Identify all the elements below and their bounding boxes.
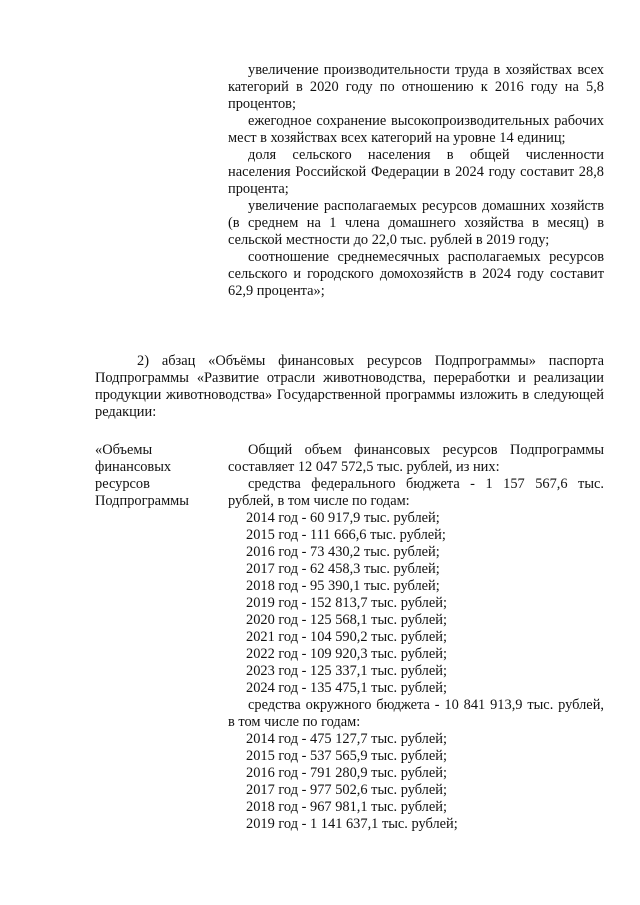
okrug-budget-intro: средства окружного бюджета - 10 841 913,9 тыс. рублей, в том числе по годам:	[228, 697, 604, 730]
table-right-cell	[228, 442, 604, 833]
table-left-cell	[95, 442, 220, 510]
federal-year-line: 2018 год - 95 390,1 тыс. рублей;	[246, 578, 440, 594]
federal-year-line: 2016 год - 73 430,2 тыс. рублей;	[246, 544, 440, 560]
target-item: увеличение располагаемых ресурсов домашних хозяйств (в среднем на 1 члена домашнего хозяйства в месяц) в сельской местности до 22,0 тыс. рублей в 2019 году;	[228, 198, 604, 248]
okrug-year-line: 2016 год - 791 280,9 тыс. рублей;	[246, 765, 447, 781]
okrug-year-line: 2015 год - 537 565,9 тыс. рублей;	[246, 748, 447, 764]
federal-year-line: 2015 год - 111 666,6 тыс. рублей;	[246, 527, 446, 543]
total-volume: Общий объем финансовых ресурсов Подпрограммы составляет 12 047 572,5 тыс. рублей, из них:	[228, 442, 604, 475]
federal-year-line: 2022 год - 109 920,3 тыс. рублей;	[246, 646, 447, 662]
left-cell-line: «Объемы	[95, 442, 153, 458]
federal-year-line: 2014 год - 60 917,9 тыс. рублей;	[246, 510, 440, 526]
okrug-years-list	[228, 731, 604, 833]
okrug-year-line: 2018 год - 967 981,1 тыс. рублей;	[246, 799, 447, 815]
federal-year-line: 2021 год - 104 590,2 тыс. рублей;	[246, 629, 447, 645]
federal-year-line: 2019 год - 152 813,7 тыс. рублей;	[246, 595, 447, 611]
target-item: соотношение среднемесячных располагаемых ресурсов сельского и городского домохозяйств в 2024 году составит 62,9 процента»;	[228, 249, 604, 299]
targets-list	[228, 62, 604, 300]
federal-years-list	[228, 510, 604, 697]
federal-budget-intro: средства федерального бюджета - 1 157 567,6 тыс. рублей, в том числе по годам:	[228, 476, 604, 509]
okrug-year-line: 2017 год - 977 502,6 тыс. рублей;	[246, 782, 447, 798]
federal-year-line: 2023 год - 125 337,1 тыс. рублей;	[246, 663, 447, 679]
target-item: ежегодное сохранение высокопроизводительных рабочих мест в хозяйствах всех категорий на уровне 14 единиц;	[228, 113, 604, 146]
left-cell-line: финансовых	[95, 459, 172, 475]
federal-year-line: 2024 год - 135 475,1 тыс. рублей;	[246, 680, 447, 696]
okrug-year-line: 2019 год - 1 141 637,1 тыс. рублей;	[246, 816, 458, 832]
federal-year-line: 2020 год - 125 568,1 тыс. рублей;	[246, 612, 447, 628]
target-item: доля сельского населения в общей численности населения Российской Федерации в 2024 году составит 28,8 процента;	[228, 147, 604, 197]
okrug-year-line: 2014 год - 475 127,7 тыс. рублей;	[246, 731, 447, 747]
left-cell-line: ресурсов	[95, 476, 150, 492]
left-cell-line: Подпрограммы	[95, 493, 189, 509]
target-item: увеличение производительности труда в хозяйствах всех категорий в 2020 году по отношению к 2016 году на 5,8 процентов;	[228, 62, 604, 112]
amendment-paragraph: 2) абзац «Объёмы финансовых ресурсов Подпрограммы» паспорта Подпрограммы «Развитие отрасли животноводства, переработки и реализации продукции животноводства» Государственной программы изложить в следующей редакции:	[95, 353, 604, 420]
federal-year-line: 2017 год - 62 458,3 тыс. рублей;	[246, 561, 440, 577]
